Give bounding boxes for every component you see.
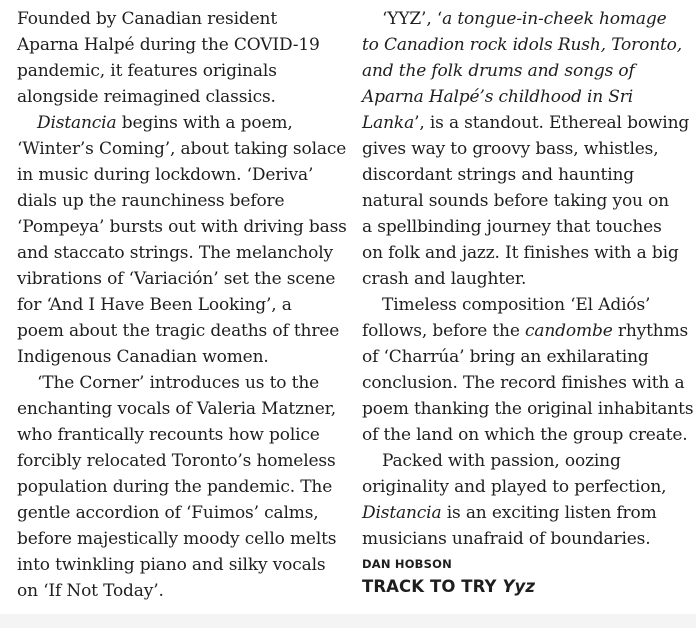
text-run: poem thanking the original inhabitants	[362, 399, 694, 419]
text-line	[17, 370, 337, 396]
text-run: musicians unafraid of boundaries.	[362, 529, 651, 549]
text-line	[17, 6, 337, 32]
text-line	[17, 500, 337, 526]
text-run: Timeless composition ‘El Adiós’	[382, 295, 651, 315]
italic-text: Aparna Halpé’s childhood in Sri	[362, 87, 634, 107]
text-run: pandemic, it features originals	[17, 61, 277, 81]
text-run: into twinkling piano and silky vocals	[17, 555, 326, 575]
text-run: ‘YYZ’, ‘	[382, 9, 443, 29]
text-line	[17, 292, 337, 318]
italic-text: Lanka	[362, 113, 415, 133]
text-line	[17, 448, 337, 474]
text-run: Aparna Halpé during the COVID-19	[17, 35, 320, 55]
text-line	[362, 500, 688, 526]
text-line	[362, 32, 688, 58]
text-line	[362, 448, 688, 474]
text-run: rhythms	[612, 321, 689, 341]
italic-text: a tongue-in-cheek homage	[442, 9, 667, 29]
track-to-try-label: TRACK TO TRY	[362, 577, 497, 596]
text-run: before majestically moody cello melts	[17, 529, 337, 549]
text-line	[362, 318, 688, 344]
review-right-column	[362, 6, 694, 599]
text-line	[17, 58, 337, 84]
text-run: natural sounds before taking you on	[362, 191, 669, 211]
text-run: in music during lockdown. ‘Deriva’	[17, 165, 314, 185]
text-line	[17, 32, 337, 58]
text-run: gentle accordion of ‘Fuimos’ calms,	[17, 503, 319, 523]
text-line	[362, 136, 688, 162]
text-line	[362, 214, 688, 240]
text-run: who frantically recounts how police	[17, 425, 320, 445]
text-run: for ‘And I Have Been Looking’, a	[17, 295, 292, 315]
review-left-column	[17, 6, 347, 604]
italic-text: candombe	[525, 321, 613, 341]
text-run: conclusion. The record finishes with a	[362, 373, 685, 393]
text-line	[362, 422, 688, 448]
text-run: Founded by Canadian resident	[17, 9, 278, 29]
text-run: discordant strings and haunting	[362, 165, 635, 185]
text-line	[17, 110, 337, 136]
text-run: poem about the tragic deaths of three	[17, 321, 340, 341]
text-run: alongside reimagined classics.	[17, 87, 276, 107]
text-run: ‘Pompeya’ bursts out with driving bass	[17, 217, 347, 237]
reviewer-byline: DAN HOBSON	[362, 557, 452, 571]
text-line	[362, 84, 688, 110]
text-run: ‘The Corner’ introduces us to the	[37, 373, 320, 393]
text-line	[362, 266, 688, 292]
text-run: begins with a poem,	[116, 113, 293, 133]
page-bottom-band	[0, 614, 696, 628]
text-line	[17, 552, 337, 578]
text-run: on ‘If Not Today’.	[17, 581, 164, 601]
text-run: is an exciting listen from	[441, 503, 657, 523]
text-line	[362, 188, 688, 214]
text-line	[17, 162, 337, 188]
text-line	[362, 292, 688, 318]
text-line	[17, 266, 337, 292]
text-run: Indigenous Canadian women.	[17, 347, 269, 367]
text-run: ‘Winter’s Coming’, about taking solace	[17, 139, 347, 159]
text-line	[362, 110, 688, 136]
text-run: crash and laughter.	[362, 269, 527, 289]
track-to-try-title: Yyz	[502, 577, 536, 596]
italic-text: Distancia	[37, 113, 117, 133]
text-run: vibrations of ‘Variación’ set the scene	[17, 269, 336, 289]
text-line	[362, 58, 688, 84]
text-line	[362, 162, 688, 188]
text-run: forcibly relocated Toronto’s homeless	[17, 451, 336, 471]
text-line	[17, 318, 340, 344]
text-line	[17, 474, 337, 500]
text-run: dials up the raunchiness before	[17, 191, 285, 211]
text-run: a spellbinding journey that touches	[362, 217, 662, 237]
italic-text: and the folk drums and songs of	[362, 61, 635, 81]
text-line	[17, 188, 337, 214]
text-run: originality and played to perfection,	[362, 477, 667, 497]
text-line	[17, 422, 337, 448]
text-line	[17, 214, 347, 240]
text-line	[362, 396, 694, 422]
text-run: enchanting vocals of Valeria Matzner,	[17, 399, 336, 419]
text-line	[362, 526, 688, 552]
text-run: and staccato strings. The melancholy	[17, 243, 333, 263]
text-run: of the land on which the group create.	[362, 425, 688, 445]
text-run: population during the pandemic. The	[17, 477, 333, 497]
text-line	[17, 84, 337, 110]
text-line	[17, 396, 337, 422]
text-run: ’, is a standout. Ethereal bowing	[414, 113, 690, 133]
track-to-try	[362, 575, 688, 599]
text-line	[17, 578, 337, 604]
text-line	[17, 136, 347, 162]
review-right-body	[362, 6, 694, 552]
text-line	[362, 474, 688, 500]
text-run: follows, before the	[362, 321, 526, 341]
text-run: Packed with passion, oozing	[382, 451, 621, 471]
text-line	[362, 240, 688, 266]
italic-text: to Canadion rock idols Rush, Toronto,	[362, 35, 683, 55]
text-line	[17, 240, 337, 266]
text-line	[17, 526, 337, 552]
text-run: of ‘Charrúa’ bring an exhilarating	[362, 347, 649, 367]
text-run: on folk and jazz. It finishes with a big	[362, 243, 679, 263]
text-line	[362, 370, 688, 396]
text-run: gives way to groovy bass, whistles,	[362, 139, 659, 159]
italic-text: Distancia	[362, 503, 442, 523]
text-line	[362, 344, 688, 370]
text-line	[362, 6, 688, 32]
text-line	[17, 344, 337, 370]
